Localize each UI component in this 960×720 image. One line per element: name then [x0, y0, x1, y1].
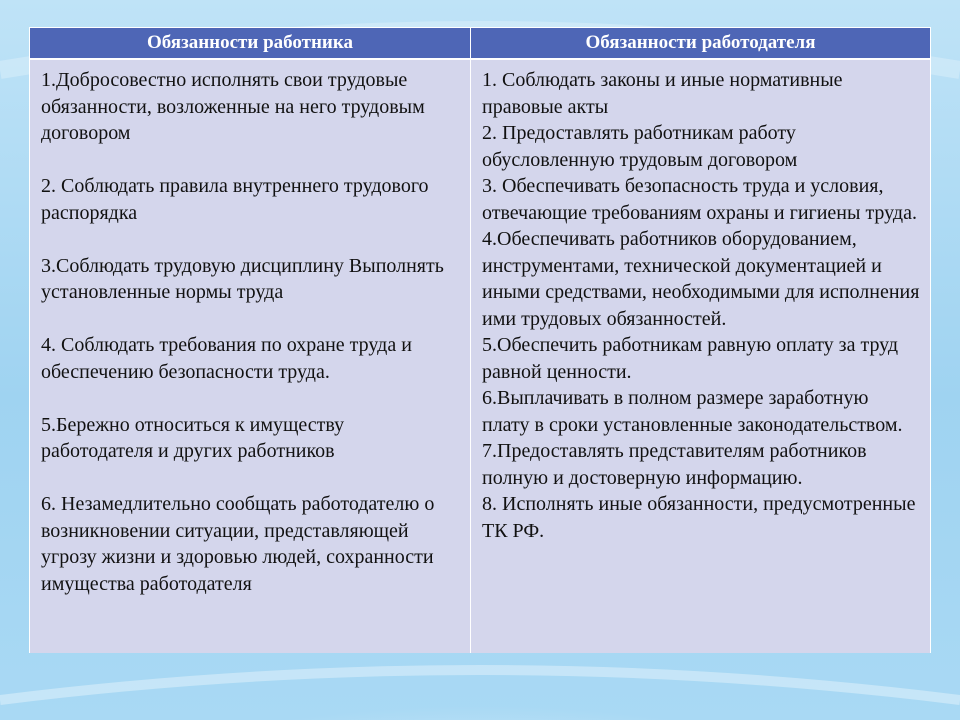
employer-duty-4: 4.Обеспечивать работников оборудованием, инструментами, технической документацией и иными средствами, необходимыми для исполнения ими трудовых обязанностей.	[482, 228, 920, 330]
duties-table	[29, 27, 931, 653]
employee-duty-6: 6. Незамедлительно сообщать работодателю о возникновении ситуации, представляющей угрозу жизни и здоровью людей, сохранности имущества работодателя	[41, 493, 435, 595]
employee-duty-2: 2. Соблюдать правила внутреннего трудового распорядка	[41, 175, 429, 224]
header-employee-duties: Обязанности работника	[30, 28, 471, 60]
employee-duties-cell	[30, 59, 471, 653]
employer-duties-cell	[471, 59, 931, 653]
duties-table-container	[29, 27, 930, 653]
table-header-row	[30, 28, 931, 60]
employer-duty-6: 6.Выплачивать в полном размере заработную плату в сроки установленные законодательством.	[482, 387, 903, 436]
employee-duty-4: 4. Соблюдать требования по охране труда и обеспечению безопасности труда.	[41, 334, 412, 383]
employee-duty-1: 1.Добросовестно исполнять свои трудовые обязанности, возложенные на него трудовым договором	[41, 69, 425, 144]
employer-duty-7: 7.Предоставлять представителям работников полную и достоверную информацию.	[482, 440, 867, 489]
table-row	[30, 59, 931, 653]
employer-duty-5: 5.Обеспечить работникам равную оплату за труд равной ценности.	[482, 334, 899, 383]
employee-duty-3: 3.Соблюдать трудовую дисциплину Выполнять установленные нормы труда	[41, 254, 444, 303]
employer-duty-3: 3. Обеспечивать безопасность труда и условия, отвечающие требованиям охраны и гигиены труда.	[482, 175, 917, 224]
employee-duty-5: 5.Бережно относиться к имуществу работодателя и других работников	[41, 413, 345, 462]
employer-duty-2: 2. Предоставлять работникам работу обусловленную трудовым договором	[482, 122, 798, 171]
employer-duty-8: 8. Исполнять иные обязанности, предусмотренные ТК РФ.	[482, 493, 916, 542]
header-employer-duties: Обязанности работодателя	[471, 28, 931, 60]
employer-duty-1: 1. Соблюдать законы и иные нормативные правовые акты	[482, 69, 843, 118]
